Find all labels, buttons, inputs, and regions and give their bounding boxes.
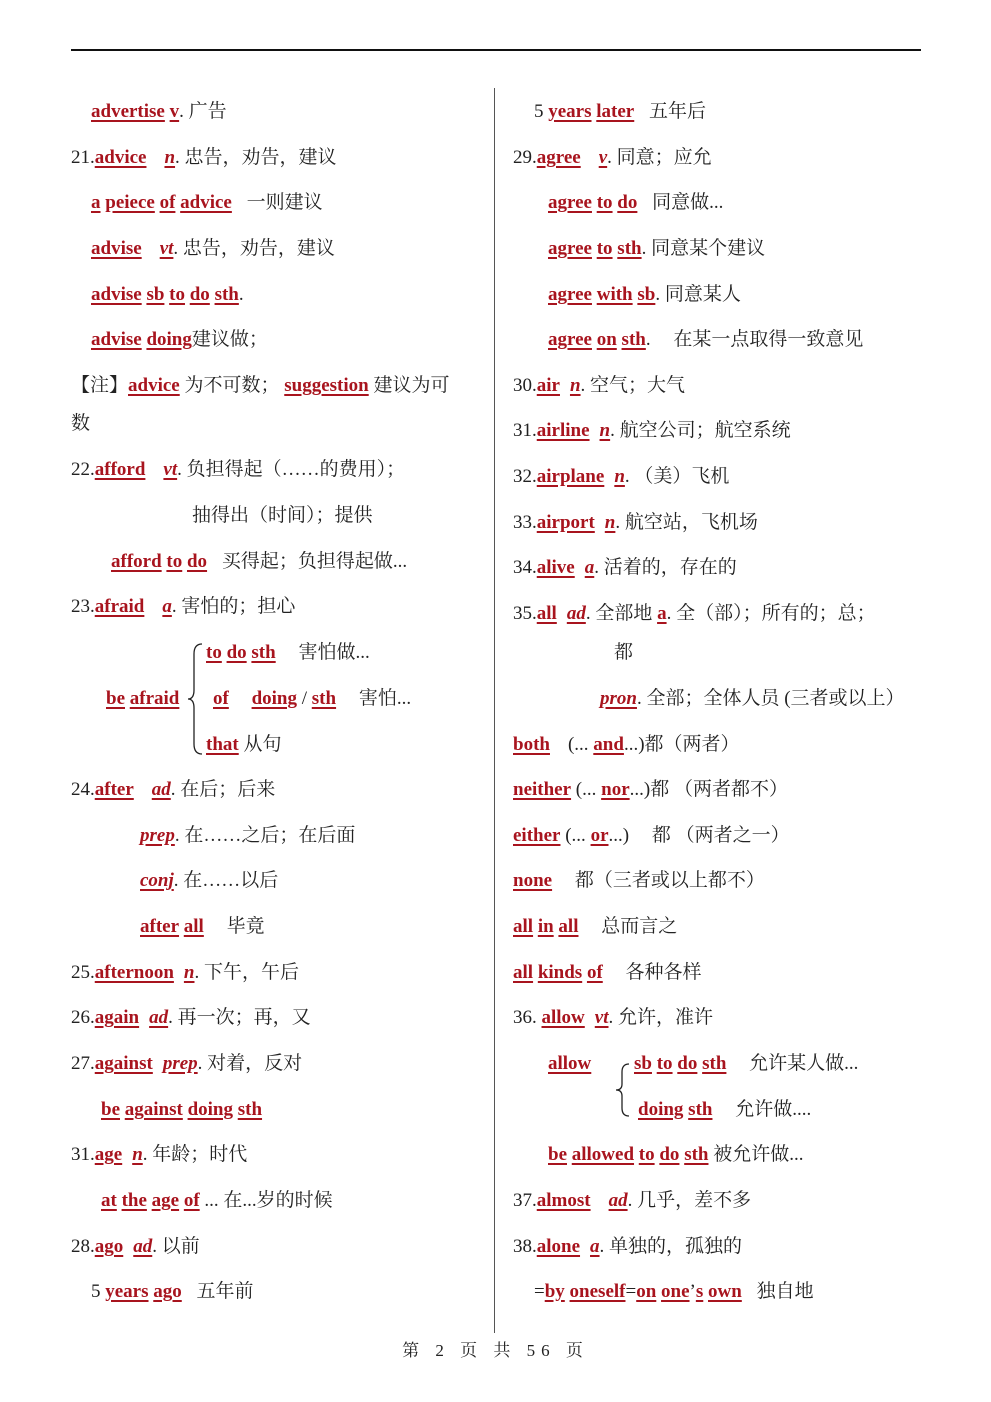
part-of-speech: prep <box>162 1053 198 1074</box>
definition: 空气；大气 <box>590 375 686 396</box>
entry-number: 23. <box>71 596 95 617</box>
phrase-word: by <box>544 1281 565 1302</box>
part-of-speech: conj <box>140 870 174 891</box>
part-of-speech: ad <box>133 1236 153 1257</box>
definition: 再一次；再，又 <box>177 1007 311 1028</box>
left-brace-icon <box>614 1060 632 1120</box>
definition: 下午，午后 <box>203 962 299 983</box>
entry-allow: 36. allow vt. 允许，准许 <box>513 1007 714 1028</box>
phrase <box>548 1143 804 1167</box>
part-of-speech: vt <box>159 238 174 259</box>
entry-airplane: 32.airplane n. （美）飞机 <box>513 466 730 487</box>
number-prefix: 5 <box>91 1281 101 1302</box>
phrase-word: be <box>548 1144 567 1165</box>
definition: 同意某人 <box>664 284 741 305</box>
entry-number: 33. <box>513 512 537 533</box>
phrase-word: advice <box>180 192 232 213</box>
paren-open: (... <box>565 825 586 846</box>
entry-ago: 28.ago ad. 以前 <box>71 1236 200 1257</box>
definition: 单独的，孤独的 <box>609 1236 743 1257</box>
entry-alive: 34.alive a. 活着的，存在的 <box>513 557 737 578</box>
phrase-word: to <box>206 642 222 663</box>
phrase: agree on sth. 在某一点取得一致意见 <box>548 329 864 350</box>
headword: afternoon <box>94 962 174 983</box>
definition: 都 <box>614 642 634 663</box>
note-word: suggestion <box>284 375 369 396</box>
headword: age <box>94 1144 123 1165</box>
phrase-word: to <box>656 1053 673 1074</box>
phrase-word: doing <box>638 1099 684 1120</box>
part-of-speech: vt <box>594 1007 609 1028</box>
phrase-word: to <box>166 551 183 572</box>
group-option <box>206 641 370 665</box>
part-of-speech: pron <box>600 688 637 709</box>
definition: 全部；全体人员 (三者或以上） <box>646 688 905 709</box>
phrase-word: doing <box>187 1099 233 1120</box>
phrase <box>513 824 790 848</box>
phrase-word: sb <box>637 284 656 305</box>
phrase: agree to sth. 同意某个建议 <box>548 238 766 259</box>
note-label: 【注】 <box>71 375 129 396</box>
phrase-word: afford <box>111 551 162 572</box>
paren-close: ...) <box>623 734 645 755</box>
note-word: advice <box>128 375 180 396</box>
entry-number: 30. <box>513 375 537 396</box>
equals-sign: = <box>625 1281 637 1302</box>
phrase-word: either <box>513 825 561 846</box>
definition: 同意做... <box>652 192 724 213</box>
part-of-speech: v <box>598 147 608 168</box>
phrase-word: to <box>596 192 613 213</box>
entry-airline: 31.airline n. 航空公司；航空系统 <box>513 420 791 441</box>
part-of-speech: a <box>584 557 595 578</box>
entry-agree: 29.agree v. 同意；应允 <box>513 147 712 168</box>
definition: 五年后 <box>649 101 707 122</box>
group-option <box>634 1052 858 1076</box>
phrase-word: on <box>596 329 617 350</box>
phrase-word: sb <box>146 284 165 305</box>
phrase-word: advise <box>91 329 142 350</box>
definition-continuation <box>192 504 373 528</box>
definition: 买得起；负担得起做... <box>221 551 408 572</box>
definition: 害怕做... <box>298 642 370 663</box>
definition: 忠告，劝告，建议 <box>184 147 337 168</box>
entry-afford: 22.afford vt. 负担得起（……的费用）； <box>71 459 406 480</box>
entry-almost: 37.almost ad. 几乎，差不多 <box>513 1190 752 1211</box>
entry-against: 27.against prep. 对着，反对 <box>71 1053 303 1074</box>
separator: / <box>301 688 308 709</box>
part-of-speech: n <box>614 466 625 487</box>
definition: 负担得起（……的费用）； <box>186 459 406 480</box>
part-of-speech: n <box>604 512 616 533</box>
phrase: agree with sb. 同意某人 <box>548 284 741 305</box>
phrase-word: to <box>169 284 185 305</box>
column-divider <box>494 88 495 1333</box>
phrase <box>101 1098 262 1122</box>
phrase-word: against <box>124 1099 183 1120</box>
definition: 在后；后来 <box>180 779 276 800</box>
phrase <box>91 191 323 215</box>
phrase-word: of <box>213 688 229 709</box>
entry-age: 31.age n. 年龄；时代 <box>71 1144 248 1165</box>
entry-advertise: advertise v. 广告 <box>91 101 227 122</box>
headword: alive <box>536 557 575 578</box>
headword: air <box>536 375 560 396</box>
entry-all: 35.all ad. 全部地 a. 全（部）；所有的；总； <box>513 603 876 624</box>
part-of-speech: n <box>164 147 176 168</box>
headword: advise <box>91 238 142 259</box>
phrase-word: be <box>101 1099 120 1120</box>
headword: all <box>536 603 557 624</box>
phrase-word: later <box>596 101 635 122</box>
definition: 总而言之 <box>601 916 678 937</box>
group-option <box>206 733 282 757</box>
part-of-speech: ad <box>608 1190 628 1211</box>
page-number: 第 2 页 共 56 页 <box>402 1341 589 1360</box>
headword: alone <box>536 1236 581 1257</box>
headword: allow <box>541 1007 585 1028</box>
sense: prep. 在……之后；在后面 <box>140 825 356 846</box>
phrase-word: afraid <box>129 688 180 709</box>
group-option <box>213 687 411 711</box>
entry-number: 24. <box>71 779 95 800</box>
phrase-word: do <box>617 192 638 213</box>
phrase-word: nor <box>601 779 630 800</box>
paren-open: (... <box>567 734 589 755</box>
definition: 允许，准许 <box>618 1007 714 1028</box>
phrase <box>513 778 788 802</box>
entry-afraid: 23.afraid a. 害怕的；担心 <box>71 596 296 617</box>
definition: 都（两者） <box>644 734 740 755</box>
phrase <box>91 283 244 307</box>
definition: 抽得出（时间）；提供 <box>192 505 373 526</box>
apostrophe: ’ <box>689 1281 696 1302</box>
phrase-word: of <box>159 192 176 213</box>
phrase-word: of <box>183 1190 200 1211</box>
definition: 各种各样 <box>625 962 702 983</box>
phrase-word: sth <box>621 329 646 350</box>
phrase-word: sth <box>214 284 239 305</box>
entry-afternoon: 25.afternoon n. 下午，午后 <box>71 962 299 983</box>
entry-airport: 33.airport n. 航空站，飞机场 <box>513 512 758 533</box>
definition: 都 （两者之一） <box>651 825 790 846</box>
phrase-word: do <box>226 642 247 663</box>
definition: 都（三者或以上都不） <box>574 870 765 891</box>
note <box>71 374 449 398</box>
entry-number: 31. <box>71 1144 95 1165</box>
phrase-word: all <box>558 916 579 937</box>
definition: 忠告，劝告，建议 <box>182 238 335 259</box>
headword: after <box>94 779 134 800</box>
paren-close: ...) <box>629 779 651 800</box>
note-text: 建议为可 <box>373 375 450 396</box>
definition: 害怕的；担心 <box>181 596 296 617</box>
definition: 几乎，差不多 <box>637 1190 752 1211</box>
phrase-word: oneself <box>569 1281 626 1302</box>
entry-number: 26. <box>71 1007 95 1028</box>
headword: afford <box>94 459 146 480</box>
part-of-speech: a <box>590 1236 600 1257</box>
entry-number: 28. <box>71 1236 95 1257</box>
definition: 从句 <box>243 734 282 755</box>
entry-advice: 21.advice n. 忠告，劝告，建议 <box>71 147 337 168</box>
phrase-word: all <box>183 916 204 937</box>
definition: 在……之后；在后面 <box>184 825 356 846</box>
part-of-speech: n <box>599 420 611 441</box>
phrase-word: allow <box>548 1053 592 1074</box>
sense: pron. 全部；全体人员 (三者或以上） <box>600 688 905 709</box>
definition: 广告 <box>188 101 227 122</box>
phrase-word: advise <box>91 284 142 305</box>
phrase <box>513 869 765 893</box>
definition: 在……以后 <box>183 870 279 891</box>
entry-air: 30.air n. 空气；大气 <box>513 375 686 396</box>
phrase-word: agree <box>548 284 592 305</box>
definition: 年龄；时代 <box>152 1144 248 1165</box>
definition: 航空站，飞机场 <box>624 512 758 533</box>
definition: 允许做.... <box>735 1099 812 1120</box>
left-brace-icon <box>186 640 206 758</box>
entry-number: 25. <box>71 962 95 983</box>
entry-number: 29. <box>513 147 537 168</box>
headword: almost <box>536 1190 591 1211</box>
phrase-word: kinds <box>537 962 583 983</box>
definition: 同意某个建议 <box>651 238 766 259</box>
group-option <box>638 1098 811 1122</box>
phrase <box>534 1280 814 1304</box>
phrase-word: to <box>638 1144 655 1165</box>
definition: 一则建议 <box>246 192 323 213</box>
ellipsis: ... <box>204 1190 219 1211</box>
phrase-word: doing <box>251 688 297 709</box>
phrase-word: agree <box>548 329 592 350</box>
part-of-speech: a <box>162 596 172 617</box>
phrase-word: sth <box>688 1099 713 1120</box>
phrase-word: own <box>708 1281 742 1302</box>
note-text: 数 <box>71 413 91 434</box>
part-of-speech: ad <box>151 779 171 800</box>
phrase-word: in <box>537 916 554 937</box>
headword: airplane <box>536 466 605 487</box>
phrase <box>101 1189 333 1213</box>
headword: agree <box>536 147 581 168</box>
phrase-word: do <box>189 284 210 305</box>
headword: advice <box>94 147 147 168</box>
header-rule <box>71 49 921 51</box>
phrase-word: s <box>695 1281 704 1302</box>
entry-advise: advise vt. 忠告，劝告，建议 <box>91 238 335 259</box>
part-of-speech: prep <box>140 825 175 846</box>
phrase-word: doing <box>146 329 192 350</box>
definition: 以前 <box>161 1236 200 1257</box>
part-of-speech: n <box>569 375 581 396</box>
phrase-word: the <box>121 1190 147 1211</box>
phrase <box>513 915 677 939</box>
phrase <box>548 191 723 215</box>
phrase-word: agree <box>548 192 592 213</box>
note-text: 为不可数； <box>184 375 280 396</box>
phrase-word: sth <box>311 688 337 709</box>
definition: 同意；应允 <box>616 147 712 168</box>
definition: 对着，反对 <box>207 1053 303 1074</box>
note-continuation <box>71 412 90 436</box>
entry-number: 38. <box>513 1236 537 1257</box>
definition: 活着的，存在的 <box>603 557 737 578</box>
part-of-speech: n <box>132 1144 143 1165</box>
phrase-word: sth <box>684 1144 709 1165</box>
phrase-word: do <box>677 1053 698 1074</box>
entry-number: 36. <box>513 1007 537 1028</box>
phrase-word: peiece <box>105 192 155 213</box>
equals-sign: = <box>534 1281 545 1302</box>
entry-number: 34. <box>513 557 537 578</box>
phrase-word: do <box>186 551 208 572</box>
phrase <box>111 550 407 574</box>
entry-number: 27. <box>71 1053 95 1074</box>
definition: 被允许做... <box>713 1144 804 1165</box>
entry-alone: 38.alone a. 单独的，孤独的 <box>513 1236 743 1257</box>
entry-number: 37. <box>513 1190 537 1211</box>
phrase <box>534 100 706 124</box>
phrase-word: at <box>101 1190 117 1211</box>
headword: afraid <box>94 596 145 617</box>
phrase <box>513 961 702 985</box>
punctuation: . <box>238 284 244 305</box>
definition: 五年前 <box>196 1281 254 1302</box>
phrase-word: ago <box>153 1281 182 1302</box>
phrase-word: none <box>513 870 553 891</box>
entry-after: 24.after ad. 在后；后来 <box>71 779 276 800</box>
headword: ago <box>94 1236 124 1257</box>
headword: again <box>94 1007 140 1028</box>
phrase-word: neither <box>513 779 572 800</box>
definition: 允许某人做... <box>749 1053 859 1074</box>
phrase-word: age <box>151 1190 180 1211</box>
phrase-word: a <box>91 192 101 213</box>
phrase-word: all <box>513 962 534 983</box>
phrase <box>91 328 268 352</box>
definition: 航空公司；航空系统 <box>619 420 791 441</box>
entry-number: 35. <box>513 603 537 624</box>
phrase-word: that <box>206 734 239 755</box>
definition-continuation <box>614 641 633 665</box>
part-of-speech: v <box>169 101 180 122</box>
headword: airline <box>536 420 590 441</box>
phrase-word: sb <box>634 1053 652 1074</box>
phrase-word: agree <box>548 238 592 259</box>
phrase-word: of <box>586 962 603 983</box>
number-prefix: 5 <box>534 101 544 122</box>
part-of-speech: ad <box>566 603 586 624</box>
phrase-word: do <box>659 1144 680 1165</box>
headword: advertise <box>91 101 165 122</box>
phrase-word: and <box>593 734 624 755</box>
paren-open: (... <box>575 779 597 800</box>
definition: 全部地 <box>595 603 653 624</box>
definition: 在某一点取得一致意见 <box>673 329 864 350</box>
part-of-speech: n <box>183 962 195 983</box>
group-head <box>548 1052 591 1076</box>
definition: 害怕... <box>358 688 412 709</box>
headword: against <box>94 1053 153 1074</box>
phrase-word: on <box>636 1281 657 1302</box>
phrase-word: sth <box>702 1053 727 1074</box>
paren-close: ...) <box>608 825 630 846</box>
definition: 都 （两者都不） <box>650 779 788 800</box>
phrase-word: with <box>596 284 633 305</box>
phrase-word: after <box>140 916 180 937</box>
entry-number: 31. <box>513 420 537 441</box>
entry-again: 26.again ad. 再一次；再，又 <box>71 1007 311 1028</box>
phrase <box>91 1280 254 1304</box>
phrase-word: sth <box>251 642 276 663</box>
entry-number: 21. <box>71 147 95 168</box>
definition: 建议做； <box>191 329 268 350</box>
phrase-word: years <box>105 1281 149 1302</box>
phrase-word: sth <box>617 238 642 259</box>
phrase <box>140 915 265 939</box>
definition: （美）飞机 <box>634 466 730 487</box>
part-of-speech: ad <box>149 1007 169 1028</box>
phrase-word: be <box>106 688 125 709</box>
phrase-word: to <box>596 238 613 259</box>
group-head <box>106 687 179 711</box>
phrase-word: both <box>513 734 550 755</box>
definition: 毕竟 <box>226 916 265 937</box>
headword: airport <box>536 512 595 533</box>
part-of-speech: a <box>657 603 667 624</box>
sense: conj. 在……以后 <box>140 870 279 891</box>
definition: 独自地 <box>756 1281 814 1302</box>
phrase-word: sth <box>237 1099 263 1120</box>
phrase <box>513 733 740 757</box>
entry-number: 32. <box>513 466 537 487</box>
definition: 全（部）；所有的；总； <box>676 603 876 624</box>
phrase-word: or <box>590 825 609 846</box>
definition: 在...岁的时候 <box>223 1190 333 1211</box>
phrase-word: one <box>661 1281 690 1302</box>
phrase-word: allowed <box>571 1144 635 1165</box>
phrase-word: years <box>548 101 592 122</box>
part-of-speech: vt <box>163 459 178 480</box>
entry-number: 22. <box>71 459 95 480</box>
phrase-word: all <box>513 916 534 937</box>
